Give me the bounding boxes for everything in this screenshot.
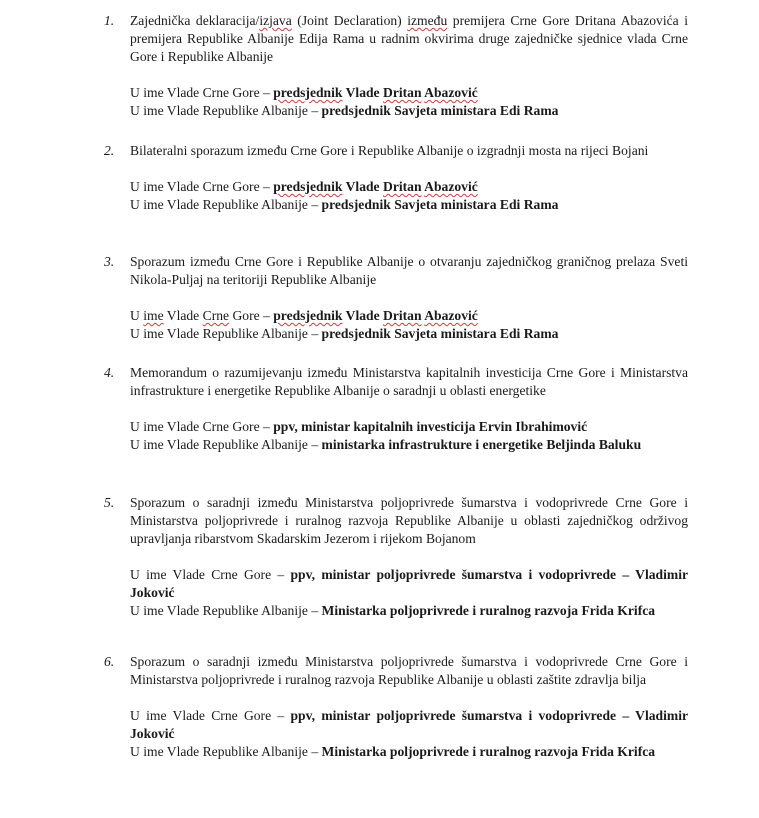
text-run: ime xyxy=(143,308,164,323)
text-run: Ministarka poljoprivrede i ruralnog razvoja Frida Krifca xyxy=(321,603,656,618)
text-run: Vlade xyxy=(342,308,384,323)
text-run: Sporazum o saradnji između Ministarstva poljoprivrede šumarstva i vodoprivrede Crne Gore i Ministarstva poljoprivrede i ruralnog razvoja Republike Albanije u oblasti zaštite zdravlja bilja xyxy=(130,654,688,687)
text-run: Sporazum između Crne Gore i Republike Albanije o otvaranju zajedničkog graničnog prelaza Sveti Nikola-Puljaj na teritoriji Republike Albanije xyxy=(130,254,688,287)
text-run: Ministarka poljoprivrede i ruralnog razvoja Frida Krifca xyxy=(321,744,656,759)
text-run: Abazović xyxy=(424,179,478,194)
signatory-line xyxy=(130,307,688,325)
signatory-line xyxy=(130,418,688,436)
text-run: Dritan xyxy=(383,85,422,100)
agreement-title xyxy=(130,142,688,160)
signatory-line xyxy=(130,102,688,120)
text-run: Sporazum o saradnji između Ministarstva poljoprivrede šumarstva i vodoprivrede Crne Gore i Ministarstva poljoprivrede i ruralnog razvoja Republike Albanije u oblasti zajedničkog održivog upravljanja ribarstvom Skadarskim Jezerom i rijekom Bojanom xyxy=(130,495,688,546)
text-run: predsjednik xyxy=(273,179,343,194)
text-run: Vlade xyxy=(342,85,383,100)
text-run: predsjednik Savjeta ministara Edi Rama xyxy=(321,197,559,212)
item-number: 1. xyxy=(104,13,115,28)
item-number: 4. xyxy=(104,365,115,380)
agreement-item-6 xyxy=(104,653,688,761)
text-run: U ime Vlade Republike Albanije – xyxy=(130,744,322,759)
text-run: U ime Vlade Republike Albanije – xyxy=(130,197,322,212)
text-run: U ime Vlade Crne Gore – xyxy=(130,179,274,194)
text-run: premijera Crne Gore Dritana Abazovića i premijera Republike Albanije Edija Rama u radnim okvirima druge zajedničke sjednice vlada Crne Gore i Republike Albanije xyxy=(130,13,688,64)
text-run: Bilateralni sporazum između Crne Gore i Republike Albanije o izgradnji mosta na rijeci Bojani xyxy=(130,143,649,158)
text-run: ppv, ministar kapitalnih investicija Ervin Ibrahimović xyxy=(273,419,588,434)
text-run: U ime Vlade Republike Albanije – xyxy=(130,326,322,341)
text-run: U ime Vlade Crne Gore – xyxy=(130,708,291,723)
agreement-title xyxy=(130,253,688,289)
text-run: Crne xyxy=(202,308,230,323)
text-run: predsjednik Savjeta ministara Edi Rama xyxy=(321,103,559,118)
signatories xyxy=(130,178,688,214)
agreement-item-4 xyxy=(104,364,688,454)
signatories xyxy=(130,707,688,761)
item-number: 3. xyxy=(104,254,115,269)
item-number: 5. xyxy=(104,495,115,510)
agreement-title xyxy=(130,494,688,548)
text-run: Dritan xyxy=(383,179,422,194)
signatory-line xyxy=(130,743,688,761)
text-run: Memorandum o razumijevanju između Ministarstva kapitalnih investicija Crne Gore i Ministarstva infrastrukture i energetike Republike Albanije o saradnji u oblasti energetike xyxy=(130,365,688,398)
signatories xyxy=(130,566,688,620)
agreement-item-1 xyxy=(104,12,688,120)
text-run: ppv, ministar poljoprivrede šumarstva i vodoprivrede – Vladimir Joković xyxy=(130,567,689,600)
text-run: U ime Vlade Crne Gore – xyxy=(130,567,291,582)
text-run: Vlade xyxy=(163,308,203,323)
text-run: Vlade xyxy=(342,179,383,194)
agreement-title xyxy=(130,364,688,400)
text-run: U xyxy=(130,308,144,323)
text-run: Dritan xyxy=(383,308,422,323)
text-run: U ime Vlade Republike Albanije – xyxy=(130,437,322,452)
agreement-title xyxy=(130,12,688,66)
agreement-item-2 xyxy=(104,142,688,214)
text-run: izjava xyxy=(259,13,292,28)
text-run: Abazović xyxy=(424,85,478,100)
signatory-line xyxy=(130,436,688,454)
text-run: U ime Vlade Republike Albanije – xyxy=(130,103,322,118)
text-run: U ime Vlade Crne Gore – xyxy=(130,85,274,100)
text-run: ministarka infrastrukture i energetike Beljinda Baluku xyxy=(321,437,642,452)
text-run: Gore – xyxy=(229,308,274,323)
text-run: Abazović xyxy=(424,308,478,323)
text-run: U ime Vlade Republike Albanije – xyxy=(130,603,322,618)
signatory-line xyxy=(130,707,688,743)
signatory-line xyxy=(130,84,688,102)
item-number: 6. xyxy=(104,654,115,669)
agreement-item-3 xyxy=(104,253,688,343)
text-run: predsjednik xyxy=(273,308,343,323)
signatory-line xyxy=(130,602,688,620)
signatories xyxy=(130,418,688,454)
signatory-line xyxy=(130,566,688,602)
text-run: ppv, ministar poljoprivrede šumarstva i vodoprivrede – Vladimir Joković xyxy=(130,708,689,741)
text-run: predsjednik xyxy=(273,85,343,100)
text-run: predsjednik Savjeta ministara Edi Rama xyxy=(321,326,559,341)
signatory-line xyxy=(130,178,688,196)
signatories xyxy=(130,307,688,343)
text-run: (Joint Declaration) xyxy=(291,13,408,28)
text-run: U ime Vlade Crne Gore – xyxy=(130,419,274,434)
signatory-line xyxy=(130,325,688,343)
text-run: između xyxy=(407,13,448,28)
agreement-title xyxy=(130,653,688,689)
signatory-line xyxy=(130,196,688,214)
signatories xyxy=(130,84,688,120)
agreement-item-5 xyxy=(104,494,688,620)
item-number: 2. xyxy=(104,143,115,158)
text-run: Zajednička deklaracija/ xyxy=(130,13,260,28)
